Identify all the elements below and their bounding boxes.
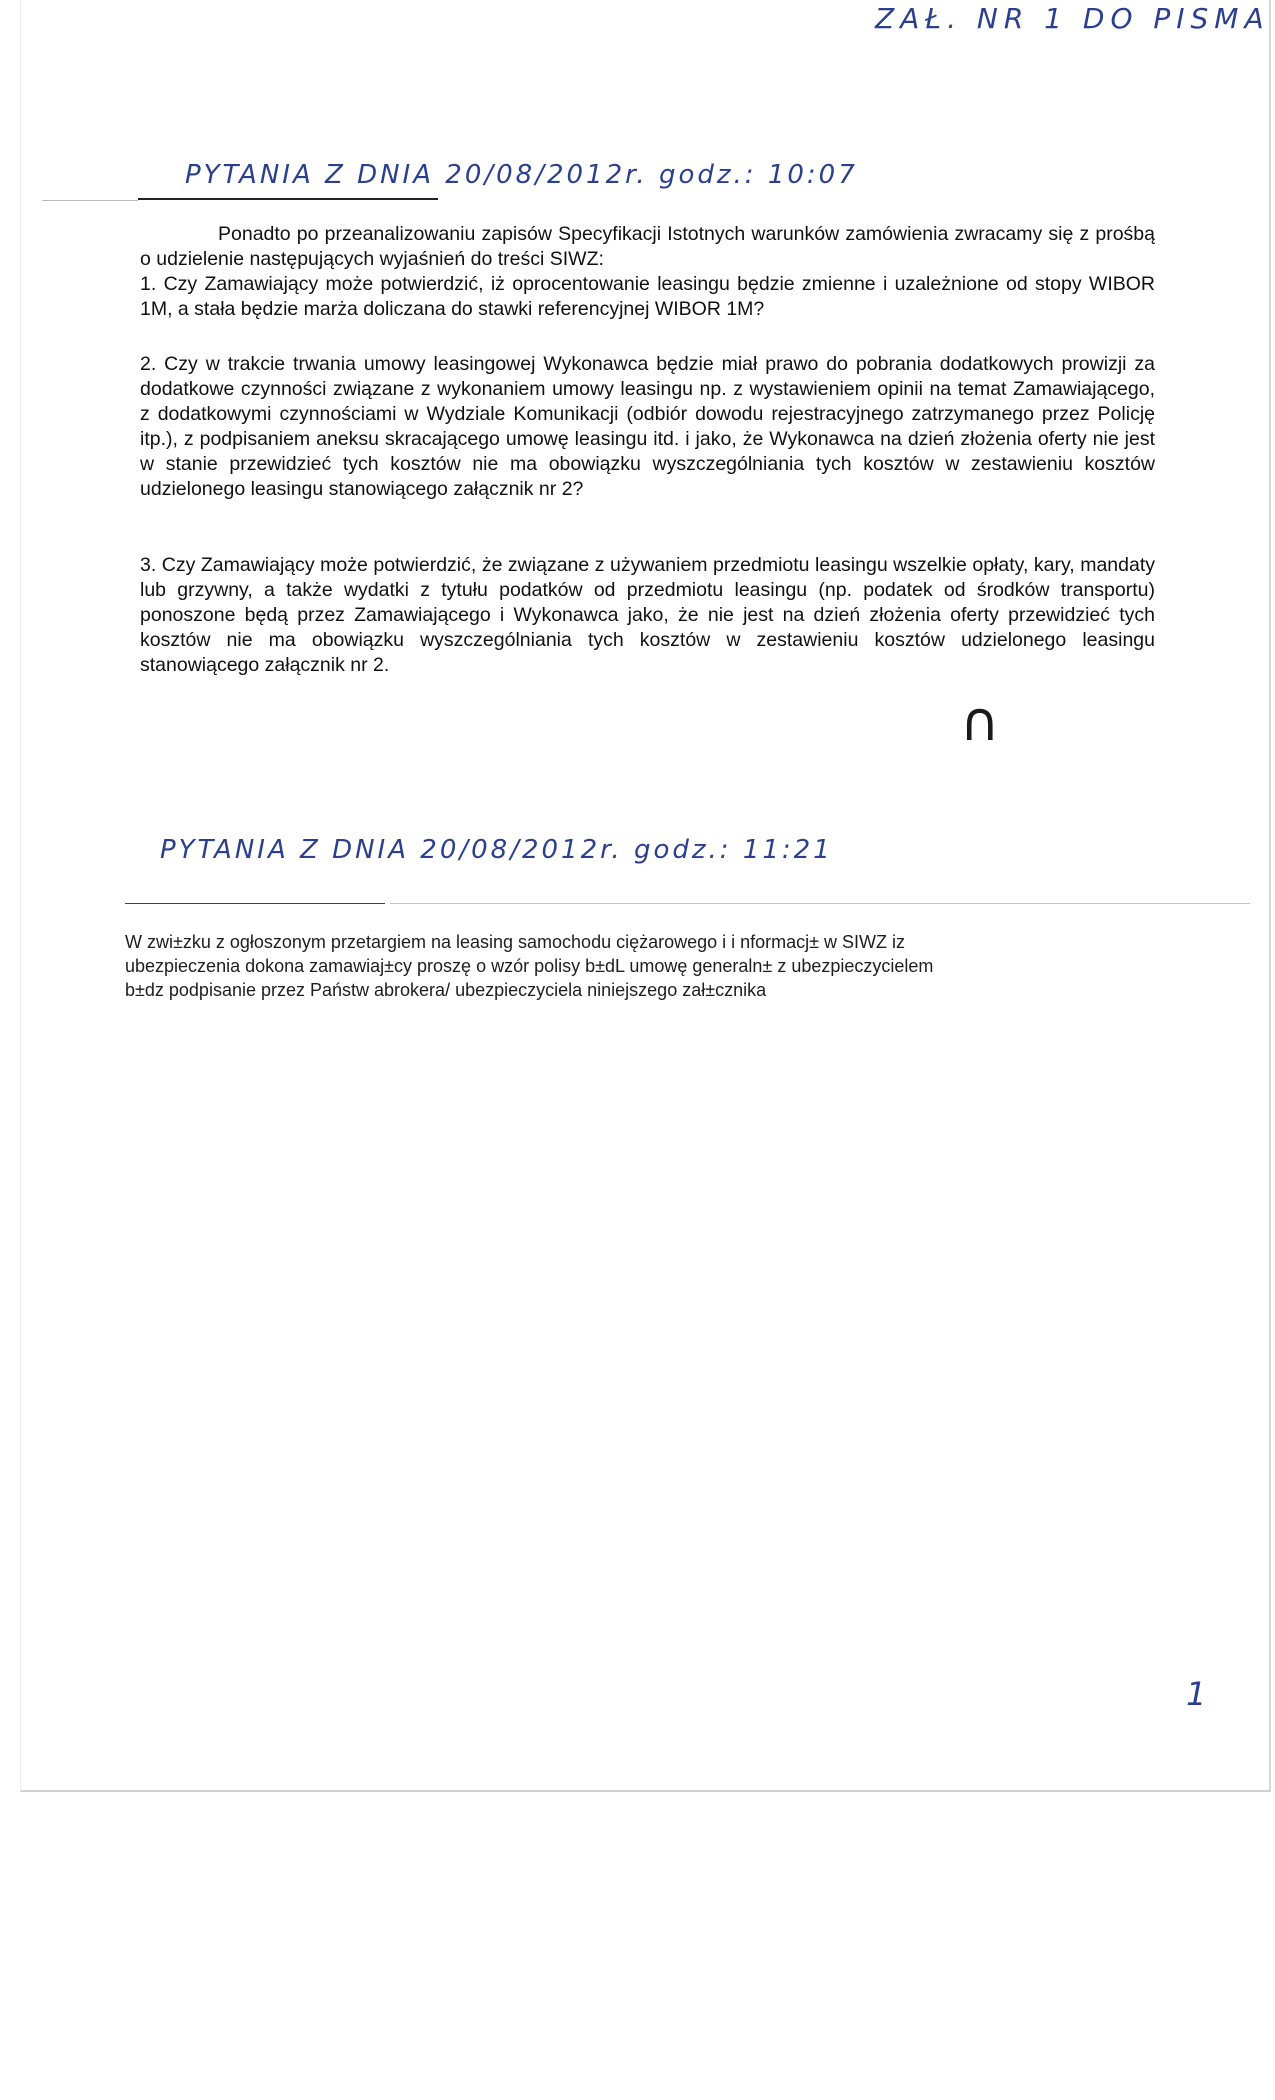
- handwritten-header-questions-2: PYTANIA Z DNIA 20/08/2012r. godz.: 11:21: [160, 835, 833, 865]
- handwritten-header-questions-1: PYTANIA Z DNIA 20/08/2012r. godz.: 10:07: [185, 160, 858, 190]
- pasted-email-text: [125, 930, 1125, 1002]
- divider-line: [390, 903, 1250, 904]
- email-line-1: W zwi±zku z ogłoszonym przetargiem na leasing samochodu ciężarowego i i nformacj± w SIWZ iz: [125, 932, 906, 952]
- attachment-note: ZAŁ. NR 1 DO PISMA: [875, 2, 1270, 35]
- intro-paragraph: Ponadto po przeanalizowaniu zapisów Specyfikacji Istotnych warunków zamówienia zwracamy się z prośbą o udzielenie następujących wyjaśnień do treści SIWZ:: [140, 223, 1155, 270]
- page-number: 1: [1186, 1675, 1207, 1713]
- header-underline: [138, 198, 438, 200]
- email-line-2: ubezpieczenia dokona zamawiaj±cy proszę o wzór polisy b±dL umowę generaln± z ubezpieczycielem: [125, 956, 934, 976]
- question-3: 3. Czy Zamawiający może potwierdzić, że związane z używaniem przedmiotu leasingu wszelkie opłaty, kary, mandaty lub grzywny, a także wydatki z tytułu podatków od przedmiotu leasingu (np. podatek od środków transportu) ponoszone będą przez Zamawiającego i Wykonawca jako, że nie jest na dzień złożenia oferty przewidzieć tych kosztów nie ma obowiązku wyszczególniania tych kosztów w zestawieniu kosztów udzielonego leasingu stanowiącego załącznik nr 2.: [140, 554, 1155, 676]
- handwritten-mark: ∩: [960, 690, 1000, 753]
- question-1: 1. Czy Zamawiający może potwierdzić, iż oprocentowanie leasingu będzie zmienne i uzależnione od stopy WIBOR 1M, a stała będzie marża doliczana do stawki referencyjnej WIBOR 1M?: [140, 273, 1155, 320]
- question-2: 2. Czy w trakcie trwania umowy leasingowej Wykonawca będzie miał prawo do pobrania dodatkowych prowizji za dodatkowe czynności związane z wykonaniem umowy leasingu np. z wystawieniem opinii na temat Zamawiającego, z dodatkowymi czynnościami w Wydziale Komunikacji (odbiór dowodu rejestracyjnego zatrzymanego przez Policję itp.), z podpisaniem aneksu skracającego umowę leasingu itd. i jako, że Wykonawca na dzień złożenia oferty nie jest w stanie przewidzieć tych kosztów nie ma obowiązku wyszczególniania tych kosztów w zestawieniu kosztów udzielonego leasingu stanowiącego załącznik nr 2?: [140, 353, 1155, 500]
- divider-line: [42, 200, 138, 201]
- divider-line: [125, 903, 385, 904]
- email-line-3: b±dz podpisanie przez Państw abrokera/ ubezpieczyciela niniejszego zał±cznika: [125, 980, 767, 1000]
